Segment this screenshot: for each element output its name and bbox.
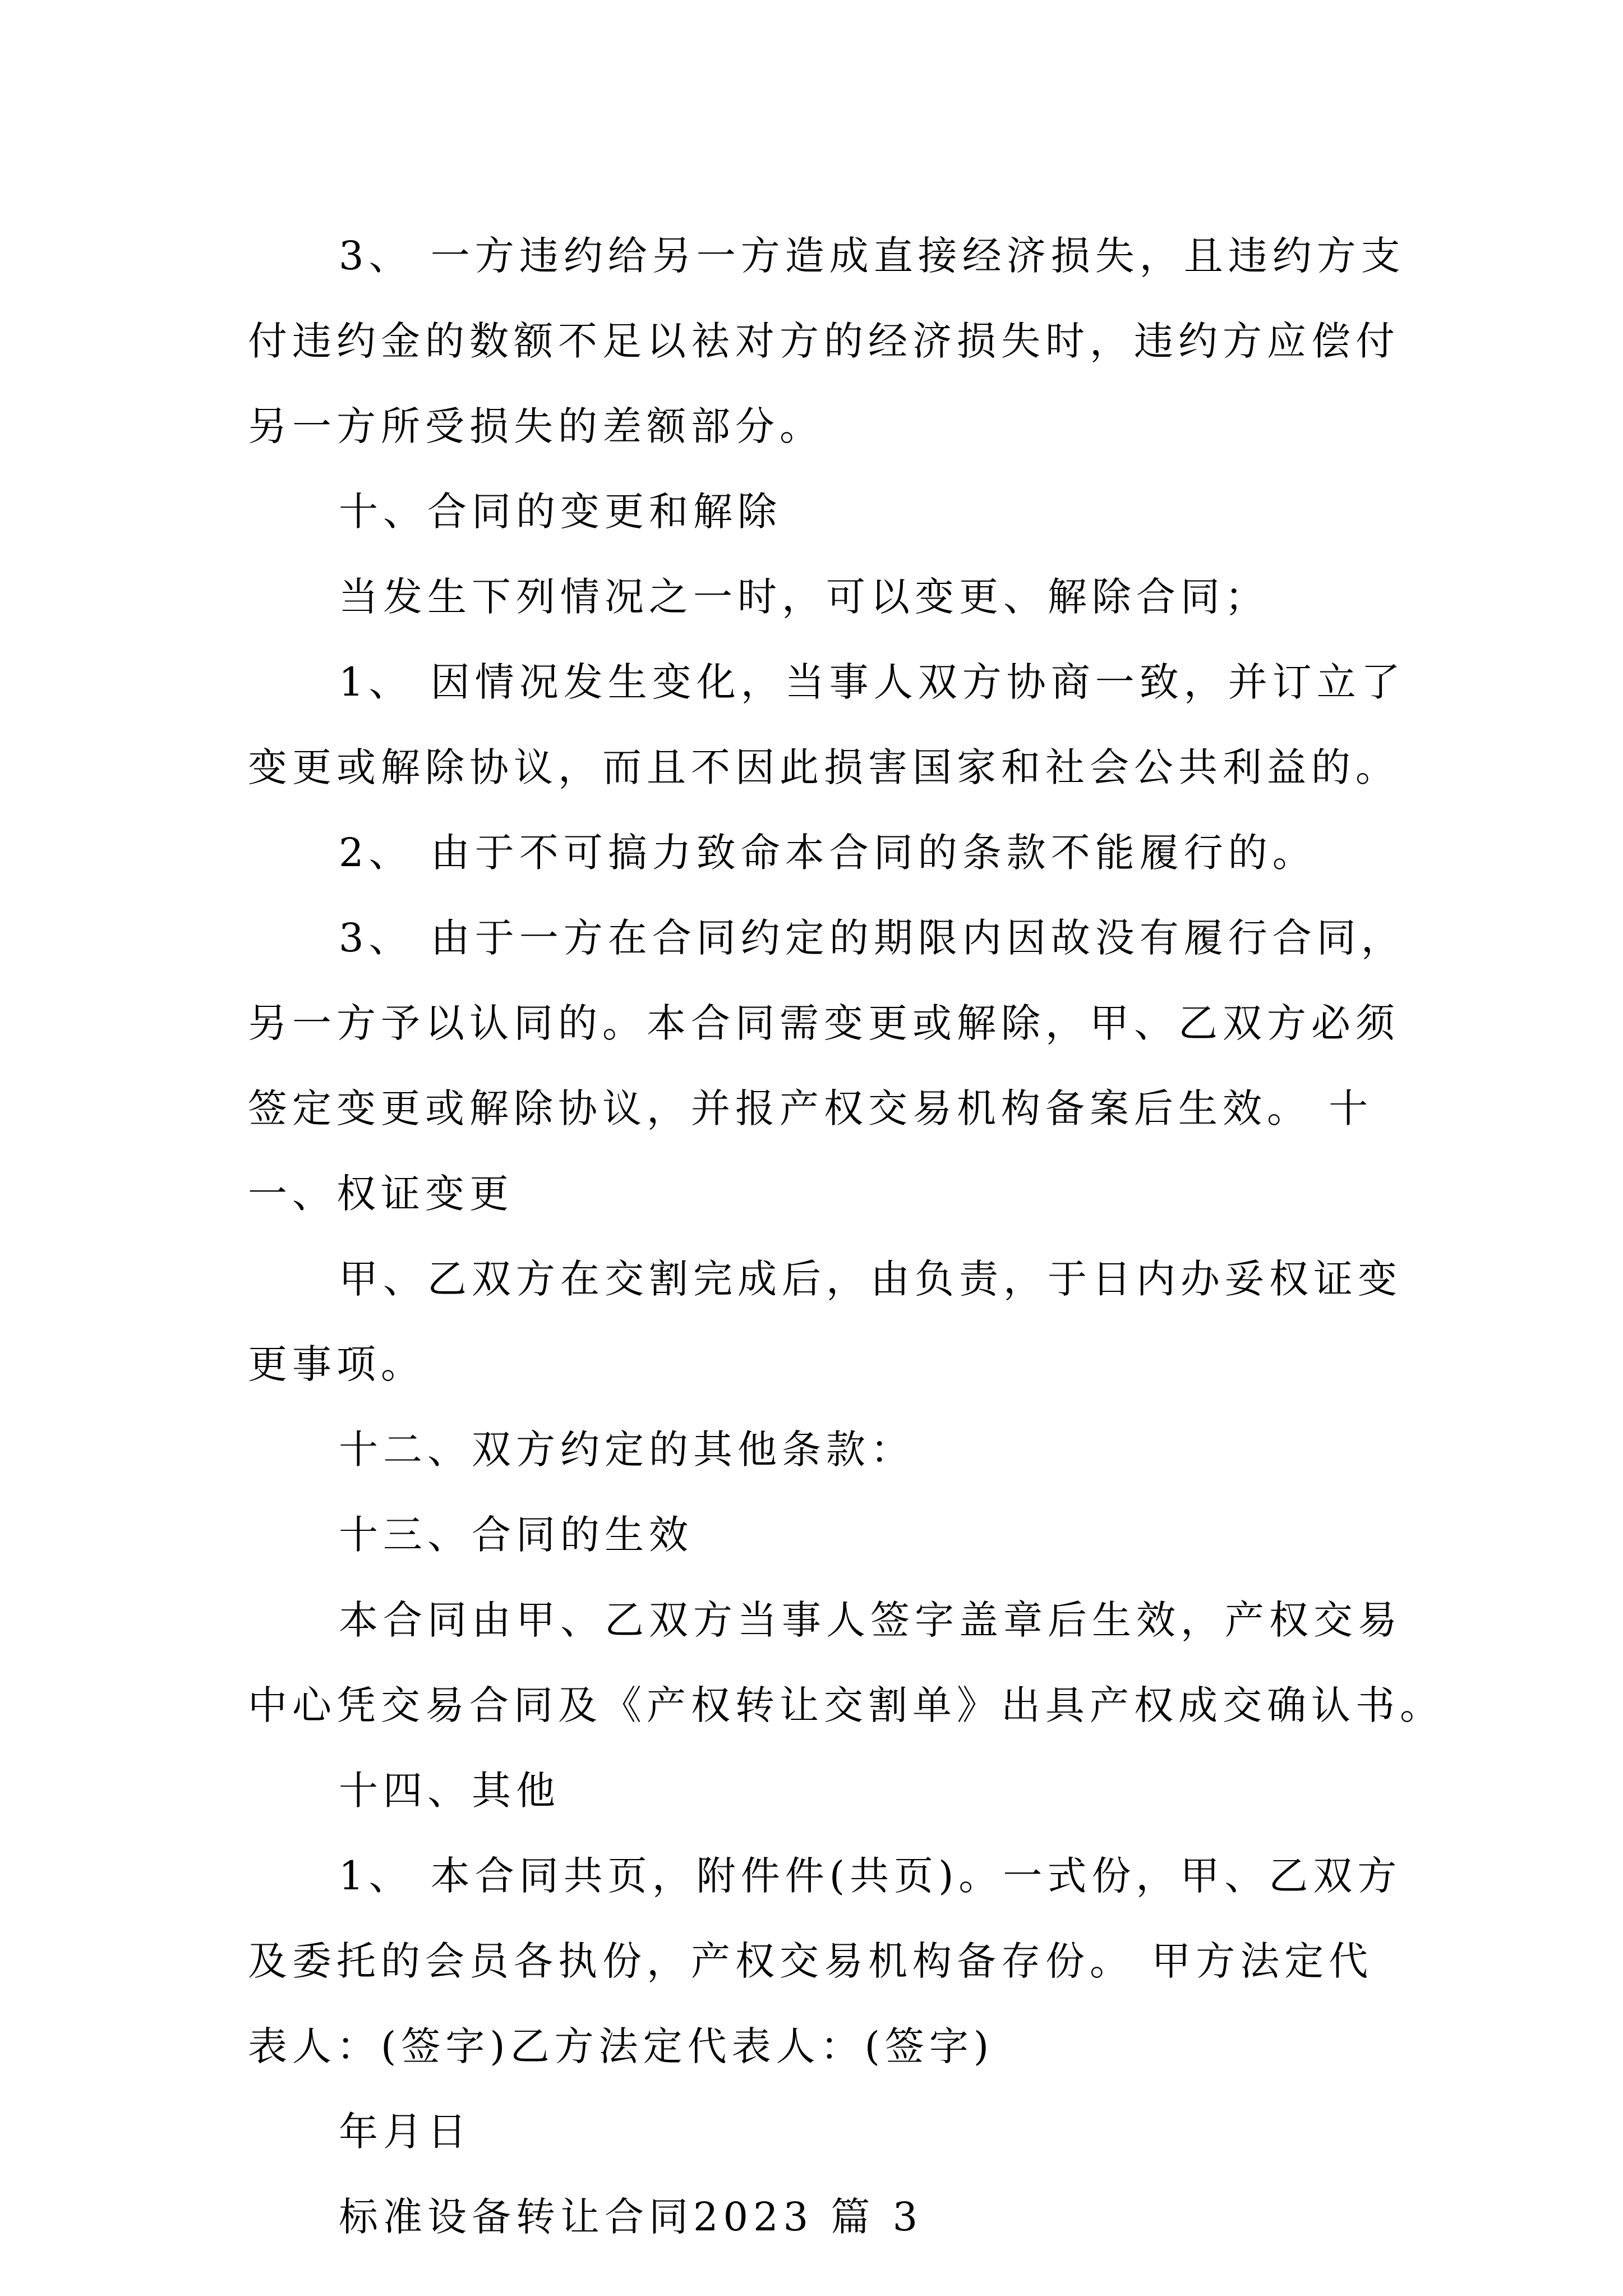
heading-section-10 — [248, 469, 1398, 554]
text-line: 中心凭交易合同及《产权转让交割单》出具产权成交确认书。 — [248, 1682, 1444, 1728]
text-line: 付违约金的数额不足以袪对方的经济损失时，违约方应偿付 — [248, 318, 1400, 364]
text-line: 一、权证变更 — [248, 1171, 514, 1217]
paragraph-conditions-intro — [248, 554, 1398, 639]
text-line: 变更或解除协议，而且不因此损害国家和社会公共利益的。 — [248, 744, 1400, 790]
text-line: 更事项。 — [248, 1341, 425, 1387]
text-line: 年月日 — [339, 2109, 472, 2155]
paragraph-copies-signatures — [248, 1833, 1402, 2089]
text-line: 本合同由甲、乙双方当事人签字盖章后生效，产权交易 — [339, 1597, 1402, 1643]
text-line: 标准设备转让合同2023 篇 3 — [339, 2194, 923, 2240]
text-line: 表人：(签字)乙方法定代表人：(签字) — [248, 2023, 994, 2069]
document-body — [248, 213, 1444, 2260]
text-line: 十三、合同的生效 — [339, 1512, 693, 1558]
paragraph-breach-loss — [248, 213, 1405, 469]
text-line: 3、 一方违约给另一方造成直接经济损失，且违约方支 — [339, 233, 1405, 279]
text-line: 2、 由于不可搞力致命本合同的条款不能履行的。 — [339, 830, 1317, 876]
paragraph-condition-3 — [248, 895, 1405, 1236]
text-line: 十、合同的变更和解除 — [339, 489, 782, 535]
text-line: 3、 由于一方在合同约定的期限内因故没有履行合同， — [339, 915, 1405, 961]
paragraph-condition-1 — [248, 639, 1405, 810]
text-line: 甲、乙双方在交割完成后，由负责，于日内办妥权证变 — [339, 1256, 1402, 1302]
date-line — [248, 2089, 1398, 2174]
next-contract-title — [248, 2174, 1398, 2260]
text-line: 1、 本合同共页，附件件(共页)。一式份，甲、乙双方 — [339, 1853, 1402, 1899]
heading-section-14 — [248, 1748, 1398, 1833]
paragraph-title-transfer — [248, 1236, 1402, 1407]
text-line: 1、 因情况发生变化，当事人双方协商一致，并订立了 — [339, 659, 1405, 705]
text-line: 十四、其他 — [339, 1768, 560, 1814]
text-line: 签定变更或解除协议，并报产权交易机构备案后生效。 十 — [248, 1085, 1373, 1131]
text-line: 另一方所受损失的差额部分。 — [248, 403, 824, 449]
heading-section-12 — [248, 1407, 1398, 1492]
heading-section-13 — [248, 1492, 1398, 1577]
paragraph-effectiveness — [248, 1577, 1444, 1748]
text-line: 及委托的会员各执份，产权交易机构备存份。 甲方法定代 — [248, 1938, 1373, 1984]
text-line: 十二、双方约定的其他条款： — [339, 1427, 915, 1473]
paragraph-condition-2 — [248, 810, 1398, 895]
text-line: 当发生下列情况之一时，可以变更、解除合同； — [339, 574, 1269, 620]
text-line: 另一方予以认同的。本合同需变更或解除，甲、乙双方必须 — [248, 1000, 1400, 1046]
